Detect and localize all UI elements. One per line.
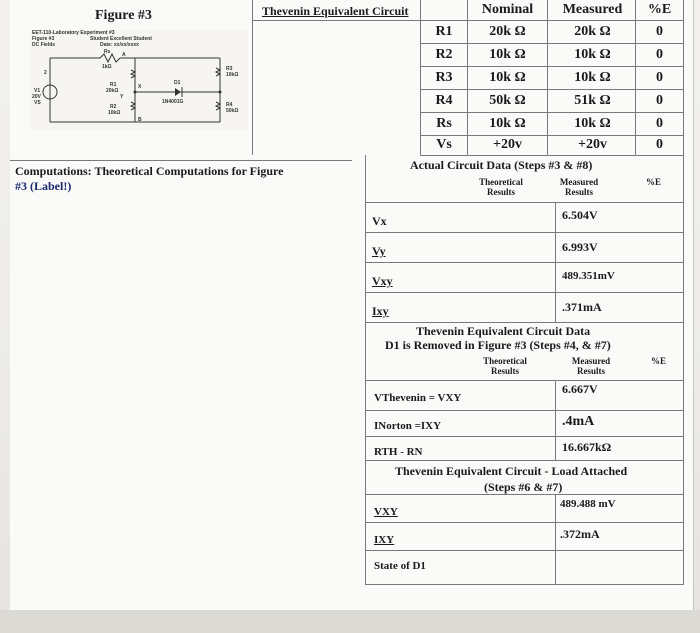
table-grid-line xyxy=(683,0,684,155)
circuit-schematic xyxy=(30,30,248,130)
label-node-b: B xyxy=(138,117,142,123)
actual-row-rule xyxy=(365,322,683,323)
actual-row-rule xyxy=(365,292,683,293)
row-measured: 51k Ω xyxy=(574,93,611,108)
table-grid-line xyxy=(635,0,636,155)
row-name: R3 xyxy=(435,70,453,85)
thevenin-row-rule xyxy=(365,460,683,461)
thevenin-row-measured: .4mA xyxy=(562,414,595,429)
row-measured: 10k Ω xyxy=(574,116,611,131)
schematic-header-2: Figure #3 xyxy=(32,36,55,42)
row-name: Rs xyxy=(436,116,452,131)
row-nominal: 50k Ω xyxy=(489,93,526,108)
thevenin-col-measured: Measured Results xyxy=(571,356,611,376)
row-nominal: 10k Ω xyxy=(489,47,526,62)
label-r2-value: 10kΩ xyxy=(108,110,121,116)
label-node-2: 2 xyxy=(44,70,47,76)
load-row-label: State of D1 xyxy=(374,560,426,572)
row-percent-error: 0 xyxy=(656,70,663,85)
thevenin-data-subtitle: D1 is Removed in Figure #3 (Steps #4, & #7) xyxy=(385,338,611,352)
actual-col-measured: Measured Results xyxy=(559,177,599,197)
actual-row-label: Vxy xyxy=(372,274,393,288)
thevenin-row-measured: 16.667kΩ xyxy=(562,440,612,454)
load-row-rule xyxy=(365,584,683,585)
actual-row-rule xyxy=(365,262,683,263)
thevenin-col-theoretical: Theoretical Results xyxy=(483,356,527,376)
label-node-x: X xyxy=(138,84,142,90)
thevenin-row-label: INorton =IXY xyxy=(374,420,442,432)
label-v1-value: 20V xyxy=(32,94,41,100)
header-percent-error: %E xyxy=(647,2,672,17)
actual-row-measured: 6.504V xyxy=(562,208,598,222)
schematic-header-1: EET-110-Laboratory Experiment #3 xyxy=(32,30,115,36)
table-grid-line xyxy=(420,43,683,44)
divider-left xyxy=(252,0,253,155)
thevenin-data-title: Thevenin Equivalent Circuit Data xyxy=(416,324,591,338)
header-measured: Measured xyxy=(562,2,623,17)
actual-col-theoretical: Theoretical Results xyxy=(479,177,523,197)
actual-row-measured: .371mA xyxy=(562,300,602,314)
row-measured: 10k Ω xyxy=(574,70,611,85)
label-r4-value: 50kΩ xyxy=(226,108,239,114)
table-grid-line xyxy=(420,112,683,113)
load-attached-subtitle: (Steps #6 & #7) xyxy=(484,480,563,494)
table-grid-line xyxy=(420,0,421,155)
load-column-divider xyxy=(555,494,556,584)
schematic-header-5: Date: xx/xx/xxxx xyxy=(100,42,139,48)
row-nominal: +20v xyxy=(493,137,522,152)
load-row-measured: 489.488 mV xyxy=(560,498,616,510)
actual-row-rule xyxy=(365,202,683,203)
row-measured: 10k Ω xyxy=(574,47,611,62)
thevenin-circuit-header: Thevenin Equivalent Circuit xyxy=(262,4,409,18)
actual-col-percent-error: %E xyxy=(646,177,662,187)
label-r1: R1 xyxy=(110,82,117,88)
label-d1-value: 1N4001G xyxy=(162,99,184,105)
label-d1: D1 xyxy=(174,80,181,86)
row-measured: +20v xyxy=(578,137,607,152)
thevenin-col-percent-error: %E xyxy=(651,356,667,366)
load-attached-title: Thevenin Equivalent Circuit - Load Attached xyxy=(395,464,628,478)
table-grid-line xyxy=(420,66,683,67)
label-r3: R3 xyxy=(226,66,233,72)
actual-row-measured: 6.993V xyxy=(562,240,598,254)
row-percent-error: 0 xyxy=(656,47,663,62)
table-grid-line xyxy=(420,89,683,90)
row-nominal: 10k Ω xyxy=(489,116,526,131)
figure-title: Figure #3 xyxy=(95,8,152,23)
row-name: Vs xyxy=(436,137,452,152)
actual-row-label: Ixy xyxy=(372,304,389,318)
thevenin-row-rule xyxy=(365,436,683,437)
table-grid-line xyxy=(467,0,468,155)
thevenin-row-rule xyxy=(365,380,683,381)
label-r2: R2 xyxy=(110,104,117,110)
worksheet xyxy=(10,0,694,610)
computations-top-rule xyxy=(10,160,352,161)
thevenin-row-measured: 6.667V xyxy=(562,382,598,396)
label-r1-value: 20kΩ xyxy=(106,88,119,94)
thevenin-row-label: VThevenin = VXY xyxy=(374,392,462,404)
table-grid-line xyxy=(420,20,683,21)
computations-heading xyxy=(15,164,283,179)
schematic-header-4: DC Fields xyxy=(32,42,56,48)
computations-line-1: Computations: Theoretical Computations for Figure xyxy=(15,164,284,178)
load-row-measured: .372mA xyxy=(560,527,600,541)
row-name: R4 xyxy=(435,93,453,108)
actual-row-measured: 489.351mV xyxy=(562,270,615,282)
schematic-header-3: Student Excellent Student xyxy=(90,36,152,42)
label-node-a: A xyxy=(122,52,126,58)
header-nominal: Nominal xyxy=(481,2,534,17)
label-vs: VS xyxy=(34,100,41,106)
thevenin-row-label: RTH - RN xyxy=(374,446,423,458)
row-measured: 20k Ω xyxy=(574,24,611,39)
thevenin-row-rule xyxy=(365,410,683,411)
label-node-y: Y xyxy=(120,94,124,100)
table-grid-line xyxy=(547,0,548,155)
computations-label-line: #3 (Label!) xyxy=(15,179,72,193)
schematic-wires xyxy=(30,30,248,130)
row-percent-error: 0 xyxy=(656,137,663,152)
load-row-rule xyxy=(365,550,683,551)
label-rs-value: 1kΩ xyxy=(102,64,112,70)
row-percent-error: 0 xyxy=(656,93,663,108)
header-underline xyxy=(252,20,422,21)
load-row-rule xyxy=(365,494,683,495)
row-nominal: 10k Ω xyxy=(489,70,526,85)
actual-row-label: Vx xyxy=(372,214,387,228)
actual-data-title: Actual Circuit Data (Steps #3 & #8) xyxy=(410,158,593,172)
load-row-rule xyxy=(365,522,683,523)
row-nominal: 20k Ω xyxy=(489,24,526,39)
photo-bottom-edge xyxy=(0,610,700,633)
load-row-label: IXY xyxy=(374,534,395,546)
right-column-left-border xyxy=(365,155,366,585)
label-v1: V1 xyxy=(34,88,41,94)
actual-row-label: Vy xyxy=(372,244,386,258)
table-grid-line xyxy=(420,155,683,156)
right-column-right-border xyxy=(683,155,684,585)
thevenin-column-divider xyxy=(555,380,556,460)
row-name: R2 xyxy=(435,47,453,62)
table-grid-line xyxy=(420,135,683,136)
row-name: R1 xyxy=(435,24,453,39)
label-rs: Rs xyxy=(104,49,111,55)
row-percent-error: 0 xyxy=(656,116,663,131)
actual-row-rule xyxy=(365,232,683,233)
label-r4: R4 xyxy=(226,102,233,108)
label-r3-value: 10kΩ xyxy=(226,72,239,78)
row-percent-error: 0 xyxy=(656,24,663,39)
load-row-label: VXY xyxy=(374,506,398,518)
